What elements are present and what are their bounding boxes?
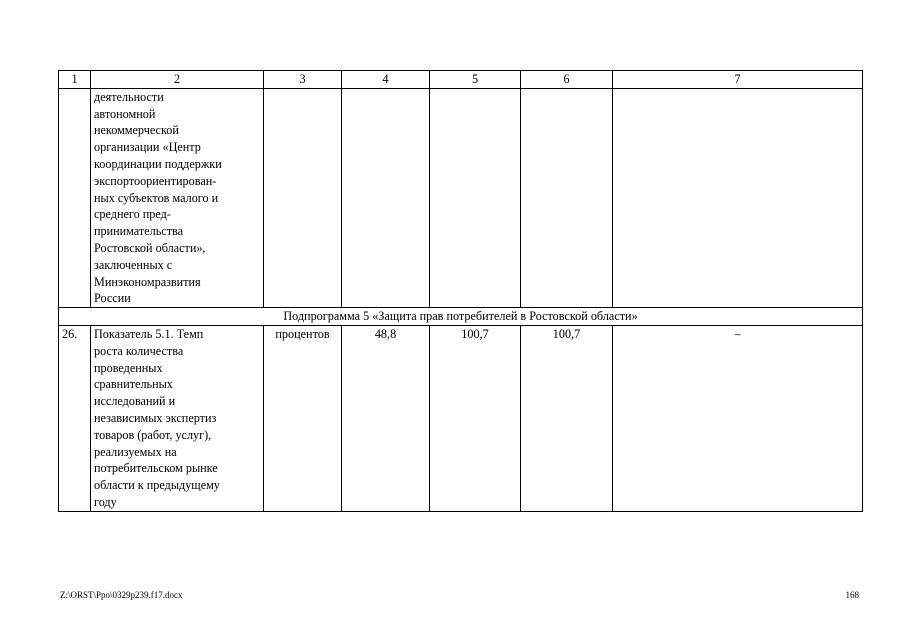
value-cell-4 bbox=[342, 88, 430, 307]
name-line: области к предыдущему bbox=[94, 478, 220, 493]
value-cell-6 bbox=[521, 88, 613, 307]
indicator-name bbox=[91, 325, 264, 511]
name-line: ных субъектов малого и bbox=[94, 190, 219, 205]
indicators-table bbox=[58, 70, 863, 512]
note-cell bbox=[613, 88, 863, 307]
footer-page-number: 168 bbox=[845, 590, 859, 600]
name-line: России bbox=[94, 291, 131, 306]
table-row-26 bbox=[59, 325, 863, 511]
value-cell-4: 48,8 bbox=[342, 325, 430, 511]
name-line: экспортоориентирован- bbox=[94, 173, 217, 188]
header-cell-6: 6 bbox=[521, 71, 613, 89]
name-line: товаров (работ, услуг), bbox=[94, 427, 212, 442]
note-cell: – bbox=[613, 325, 863, 511]
name-line: среднего пред- bbox=[94, 207, 171, 222]
header-cell-5: 5 bbox=[430, 71, 521, 89]
name-line: Показатель 5.1. Темп bbox=[94, 326, 204, 341]
name-line: Ростовской области», bbox=[94, 240, 206, 255]
name-line: координации поддержки bbox=[94, 156, 222, 171]
name-line: принимательства bbox=[94, 224, 184, 239]
name-line: Минэкономразвития bbox=[94, 274, 201, 289]
header-cell-7: 7 bbox=[613, 71, 863, 89]
table-row-continuation bbox=[59, 88, 863, 307]
subprogram-row bbox=[59, 308, 863, 326]
unit-cell bbox=[264, 88, 342, 307]
header-cell-2: 2 bbox=[91, 71, 264, 89]
value-cell-5 bbox=[430, 88, 521, 307]
name-line: реализуемых на bbox=[94, 444, 177, 459]
value-cell-5: 100,7 bbox=[430, 325, 521, 511]
header-cell-1: 1 bbox=[59, 71, 91, 89]
name-line: независимых экспертиз bbox=[94, 410, 217, 425]
name-line: сравнительных bbox=[94, 377, 173, 392]
header-cell-3: 3 bbox=[264, 71, 342, 89]
footer-file-path: Z:\ORST\Ppo\0329p239.f17.docx bbox=[60, 590, 183, 600]
name-line: проведенных bbox=[94, 360, 163, 375]
row-number bbox=[59, 88, 91, 307]
unit-cell: процентов bbox=[264, 325, 342, 511]
indicator-name bbox=[91, 88, 264, 307]
name-line: деятельности bbox=[94, 89, 164, 104]
name-line: автономной bbox=[94, 106, 156, 121]
name-line: году bbox=[94, 494, 117, 509]
table-header-row bbox=[59, 71, 863, 89]
name-line: роста количества bbox=[94, 343, 184, 358]
subprogram-title: Подпрограмма 5 «Защита прав потребителей в Ростовской области» bbox=[59, 308, 863, 326]
name-line: организации «Центр bbox=[94, 140, 201, 155]
name-line: потребительском рынке bbox=[94, 461, 218, 476]
row-number: 26. bbox=[59, 325, 91, 511]
value-cell-6: 100,7 bbox=[521, 325, 613, 511]
name-line: исследований и bbox=[94, 394, 176, 409]
header-cell-4: 4 bbox=[342, 71, 430, 89]
name-line: некоммерческой bbox=[94, 123, 179, 138]
name-line: заключенных с bbox=[94, 257, 173, 272]
